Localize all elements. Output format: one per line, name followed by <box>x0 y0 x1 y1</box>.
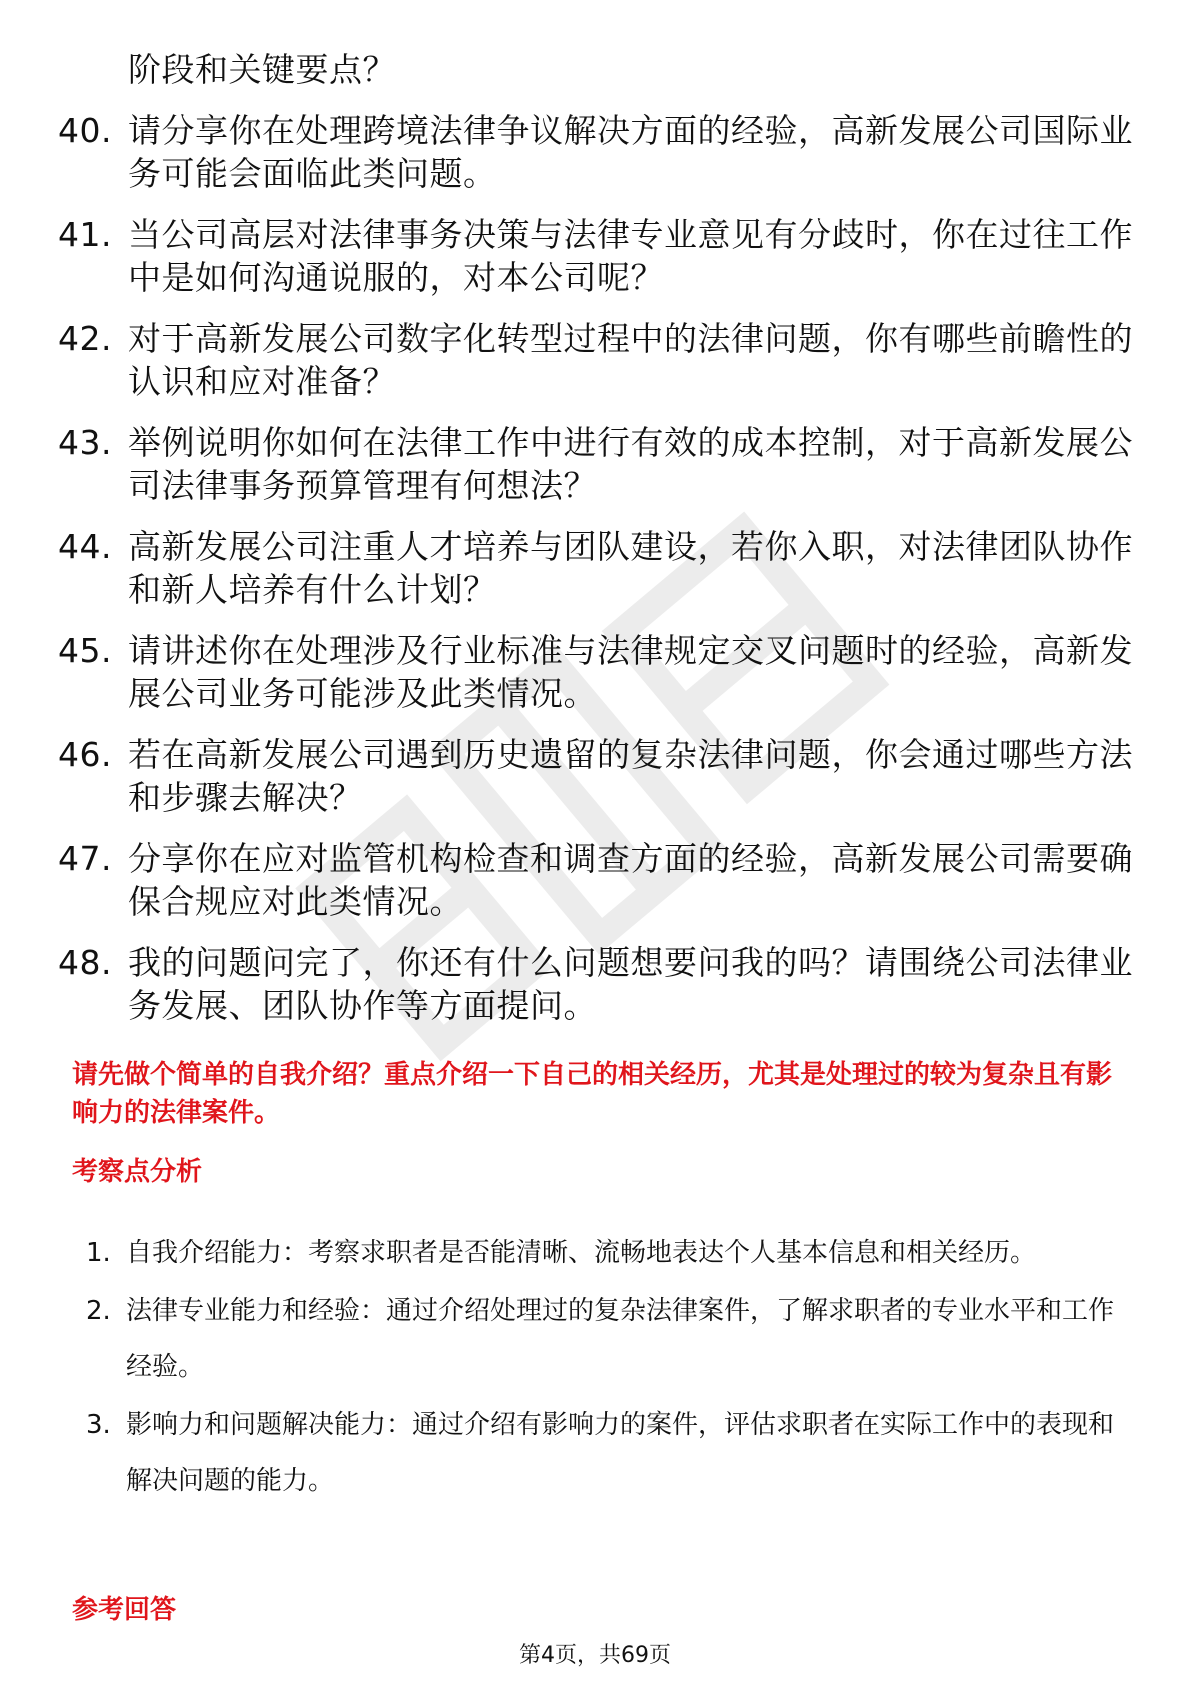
question-number: 42. <box>58 319 112 358</box>
question-item <box>58 629 1138 715</box>
question-number: 43. <box>58 423 112 462</box>
question-item <box>58 941 1138 1027</box>
analysis-list <box>86 1225 1126 1511</box>
question-item <box>58 421 1138 507</box>
question-text: 当公司高层对法律事务决策与法律专业意见有分歧时，你在过往工作中是如何沟通说服的，对本公司呢？ <box>128 215 1133 297</box>
highlight-question: 请先做个简单的自我介绍？重点介绍一下自己的相关经历，尤其是处理过的较为复杂且有影响力的法律案件。 <box>72 1060 1113 1128</box>
question-item <box>58 213 1138 299</box>
question-item <box>58 837 1138 923</box>
question-number: 45. <box>58 631 112 670</box>
question-number: 46. <box>58 735 112 774</box>
analysis-item-number: 2. <box>86 1296 111 1326</box>
page-footer: 第4页，共69页 <box>519 1643 671 1668</box>
question-text: 请分享你在处理跨境法律争议解决方面的经验，高新发展公司国际业务可能会面临此类问题。 <box>128 111 1133 193</box>
question-text: 举例说明你如何在法律工作中进行有效的成本控制，对于高新发展公司法律事务预算管理有何想法？ <box>128 423 1133 505</box>
question-continuation-text: 阶段和关键要点？ <box>128 50 396 89</box>
analysis-item-text: 自我介绍能力：考察求职者是否能清晰、流畅地表达个人基本信息和相关经历。 <box>126 1238 1037 1268</box>
question-text: 请讲述你在处理涉及行业标准与法律规定交叉问题时的经验，高新发展公司业务可能涉及此类情况。 <box>128 631 1133 713</box>
question-number: 47. <box>58 839 112 878</box>
question-item <box>58 525 1138 611</box>
question-text: 分享你在应对监管机构检查和调查方面的经验，高新发展公司需要确保合规应对此类情况。 <box>128 839 1133 921</box>
analysis-item-number: 1. <box>86 1238 111 1268</box>
question-continuation <box>58 48 1138 91</box>
question-item <box>58 317 1138 403</box>
analysis-item <box>86 1283 1126 1395</box>
question-list <box>58 48 1138 1045</box>
analysis-item-text: 影响力和问题解决能力：通过介绍有影响力的案件，评估求职者在实际工作中的表现和解决问题的能力。 <box>126 1410 1115 1496</box>
question-text: 高新发展公司注重人才培养与团队建设，若你入职，对法律团队协作和新人培养有什么计划？ <box>128 527 1133 609</box>
question-text: 我的问题问完了，你还有什么问题想要问我的吗？请围绕公司法律业务发展、团队协作等方面提问。 <box>128 943 1133 1025</box>
question-number: 44. <box>58 527 112 566</box>
analysis-item-number: 3. <box>86 1410 111 1440</box>
analysis-item-text: 法律专业能力和经验：通过介绍处理过的复杂法律案件，了解求职者的专业水平和工作经验。 <box>126 1296 1115 1382</box>
question-text: 对于高新发展公司数字化转型过程中的法律问题，你有哪些前瞻性的认识和应对准备？ <box>128 319 1133 401</box>
question-number: 41. <box>58 215 112 254</box>
analysis-item <box>86 1225 1126 1281</box>
question-number: 48. <box>58 943 112 982</box>
reference-heading: 参考回答 <box>72 1595 177 1625</box>
analysis-heading: 考察点分析 <box>72 1157 203 1187</box>
question-item <box>58 109 1138 195</box>
question-item <box>58 733 1138 819</box>
analysis-item <box>86 1397 1126 1509</box>
question-text: 若在高新发展公司遇到历史遗留的复杂法律问题，你会通过哪些方法和步骤去解决？ <box>128 735 1133 817</box>
question-number: 40. <box>58 111 112 150</box>
